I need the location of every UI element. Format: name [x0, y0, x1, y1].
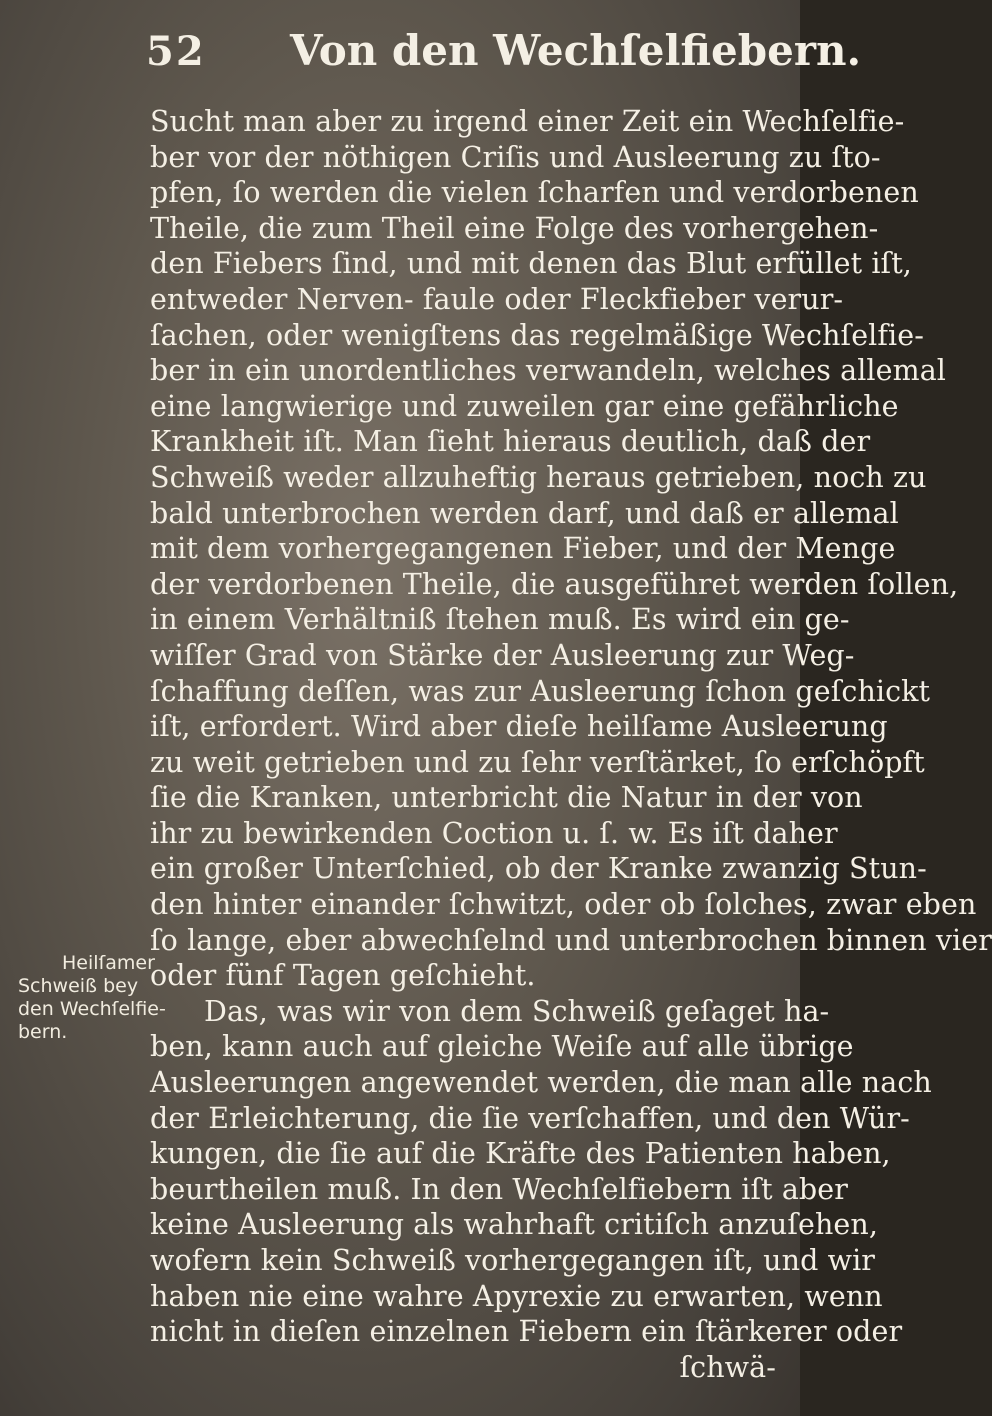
marginal-note-line: Schweiß bey — [18, 975, 139, 997]
marginal-note-line: den Wechſelfie- — [18, 998, 166, 1020]
text-line: Ausleerungen angewendet werden, die man alle nach — [150, 1066, 932, 1100]
text-line: der Erleichterung, die ſie verſchaffen, und den Wür- — [150, 1101, 910, 1135]
text-line: ber vor der nöthigen Criſis und Ausleerung zu ſto- — [150, 140, 881, 174]
text-line: ſo lange, eber abwechſelnd und unterbrochen binnen vier — [150, 923, 992, 957]
text-line: kungen, die ſie auf die Kräfte des Patienten haben, — [150, 1137, 891, 1171]
text-line: Krankheit iſt. Man ſieht hieraus deutlich, daß der — [150, 425, 871, 459]
text-line: wofern kein Schweiß vorhergegangen iſt, und wir — [150, 1244, 876, 1277]
text-line: Sucht man aber zu irgend einer Zeit ein Wechſelfie- — [150, 105, 905, 138]
text-line: pfen, ſo werden die vielen ſcharfen und verdorbenen — [150, 176, 919, 210]
text-line: entweder Nerven- faule oder Fleckfieber verur- — [150, 282, 844, 316]
text-line: in einem Verhältniß ſtehen muß. Es wird ein ge- — [150, 603, 850, 637]
text-line: iſt, erfordert. Wird aber dieſe heilſame Ausleerung — [150, 710, 888, 744]
marginal-note — [18, 952, 166, 1044]
text-line: Theile, die zum Theil eine Folge des vorhergehen- — [150, 211, 879, 245]
marginal-note-line: bern. — [18, 1021, 68, 1043]
text-line: wiſſer Grad von Stärke der Ausleerung zur Weg- — [150, 638, 855, 672]
text-line: ein großer Unterſchied, ob der Kranke zwanzig Stun- — [150, 852, 927, 886]
page-header — [140, 18, 862, 78]
text-line: bald unterbrochen werden darf, und daß er allemal — [150, 496, 899, 530]
text-line: ſachen, oder wenigſtens das regelmäßige Wechſelfie- — [150, 318, 924, 352]
text-line: der verdorbenen Theile, die ausgeführet werden ſollen, — [150, 567, 959, 601]
body-text — [150, 104, 992, 1385]
text-line: nicht in dieſen einzelnen Fiebern ein ſtärkerer oder — [150, 1315, 903, 1349]
text-line: Schweiß weder allzuheftig heraus getrieben, noch zu — [150, 460, 927, 494]
text-line: ben, kann auch auf gleiche Weiſe auf alle übrige — [150, 1030, 854, 1064]
text-line: eine langwierige und zuweilen gar eine gefährliche — [150, 389, 899, 423]
text-line: mit dem vorhergegangenen Fieber, und der Menge — [150, 532, 896, 566]
text-line: keine Ausleerung als wahrhaft critiſch anzuſehen, — [150, 1208, 879, 1242]
catchword: ſchwä- — [679, 1350, 776, 1384]
text-line: ſchaffung deſſen, was zur Ausleerung ſchon geſchickt — [150, 674, 931, 708]
text-line: zu weit getrieben und zu ſehr verſtärket, ſo erſchöpft — [150, 745, 925, 779]
running-title: Von den Wechſelfiebern. — [290, 26, 862, 75]
marginal-note-line: Heilſamer — [62, 952, 155, 974]
paragraph-start-line: Das, was wir von dem Schweiß geſaget ha- — [204, 994, 830, 1028]
text-line: haben nie eine wahre Apyrexie zu erwarten, wenn — [150, 1279, 883, 1313]
text-line: den Fiebers ſind, und mit denen das Blut erfüllet iſt, — [150, 247, 912, 281]
text-line: oder fünf Tagen geſchieht. — [150, 959, 536, 993]
text-line: ſie die Kranken, unterbricht die Natur in der von — [150, 781, 863, 815]
text-line: den hinter einander ſchwitzt, oder ob ſolches, zwar eben — [150, 888, 977, 922]
text-line: beurtheilen muß. In den Wechſelfiebern iſt aber — [150, 1172, 848, 1206]
text-line: ihr zu bewirkenden Coction u. ſ. w. Es iſt daher — [150, 816, 838, 850]
text-line: ber in ein unordentliches verwandeln, welches allemal — [150, 354, 947, 388]
page-number: 52 — [146, 28, 206, 75]
